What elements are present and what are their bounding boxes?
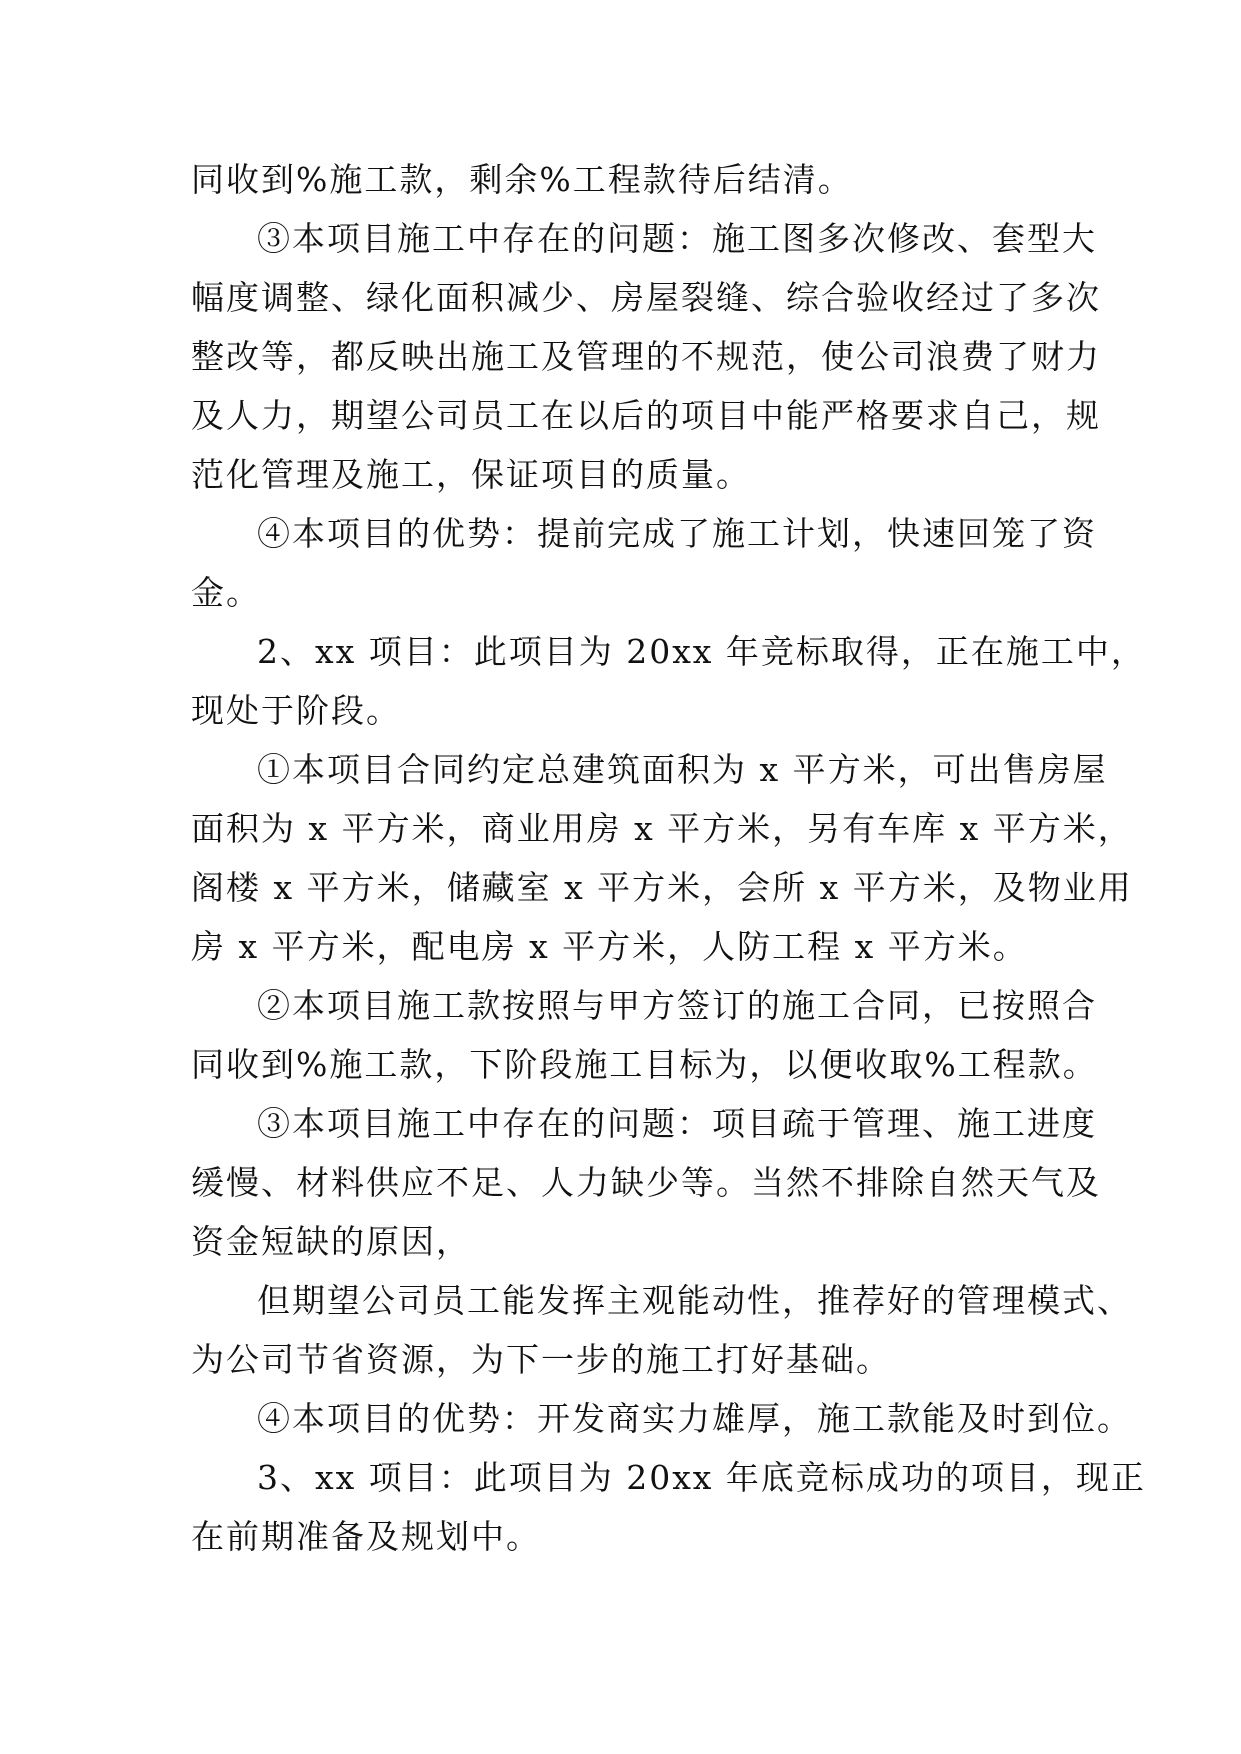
- text-line: 范化管理及施工，保证项目的质量。: [191, 455, 751, 494]
- text-line: 资金短缺的原因，: [191, 1222, 471, 1261]
- text-line: ③本项目施工中存在的问题：项目疏于管理、施工进度: [257, 1104, 1097, 1143]
- text-line: ④本项目的优势：提前完成了施工计划，快速回笼了资: [257, 514, 1097, 553]
- text-line: 为公司节省资源，为下一步的施工打好基础。: [191, 1340, 891, 1379]
- text-line: 现处于阶段。: [191, 691, 401, 730]
- text-line: 金。: [191, 573, 261, 612]
- text-line: 及人力，期望公司员工在以后的项目中能严格要求自己，规: [191, 396, 1101, 435]
- text-line: 2、xx 项目：此项目为 20xx 年竞标取得，正在施工中，: [257, 632, 1146, 671]
- text-line: ②本项目施工款按照与甲方签订的施工合同，已按照合: [257, 986, 1097, 1025]
- text-line: 幅度调整、绿化面积减少、房屋裂缝、综合验收经过了多次: [191, 278, 1101, 317]
- text-line: 面积为 x 平方米，商业用房 x 平方米，另有车库 x 平方米，: [191, 809, 1133, 848]
- text-line: ③本项目施工中存在的问题：施工图多次修改、套型大: [257, 219, 1097, 258]
- text-line: 房 x 平方米，配电房 x 平方米，人防工程 x 平方米。: [191, 927, 1028, 966]
- text-line: ④本项目的优势：开发商实力雄厚，施工款能及时到位。: [257, 1399, 1132, 1438]
- text-line: 3、xx 项目：此项目为 20xx 年底竞标成功的项目，现正: [257, 1458, 1146, 1497]
- text-line: 同收到%施工款，剩余%工程款待后结清。: [191, 160, 853, 199]
- text-line: 同收到%施工款，下阶段施工目标为，以便收取%工程款。: [191, 1045, 1098, 1084]
- text-line: 整改等，都反映出施工及管理的不规范，使公司浪费了财力: [191, 337, 1101, 376]
- text-line: 在前期准备及规划中。: [191, 1517, 541, 1556]
- document-body: [191, 150, 1146, 1566]
- text-line: 缓慢、材料供应不足、人力缺少等。当然不排除自然天气及: [191, 1163, 1101, 1202]
- text-line: 阁楼 x 平方米，储藏室 x 平方米，会所 x 平方米，及物业用: [191, 868, 1133, 907]
- text-line: ①本项目合同约定总建筑面积为 x 平方米，可出售房屋: [257, 750, 1108, 789]
- text-line: 但期望公司员工能发挥主观能动性，推荐好的管理模式、: [257, 1281, 1132, 1320]
